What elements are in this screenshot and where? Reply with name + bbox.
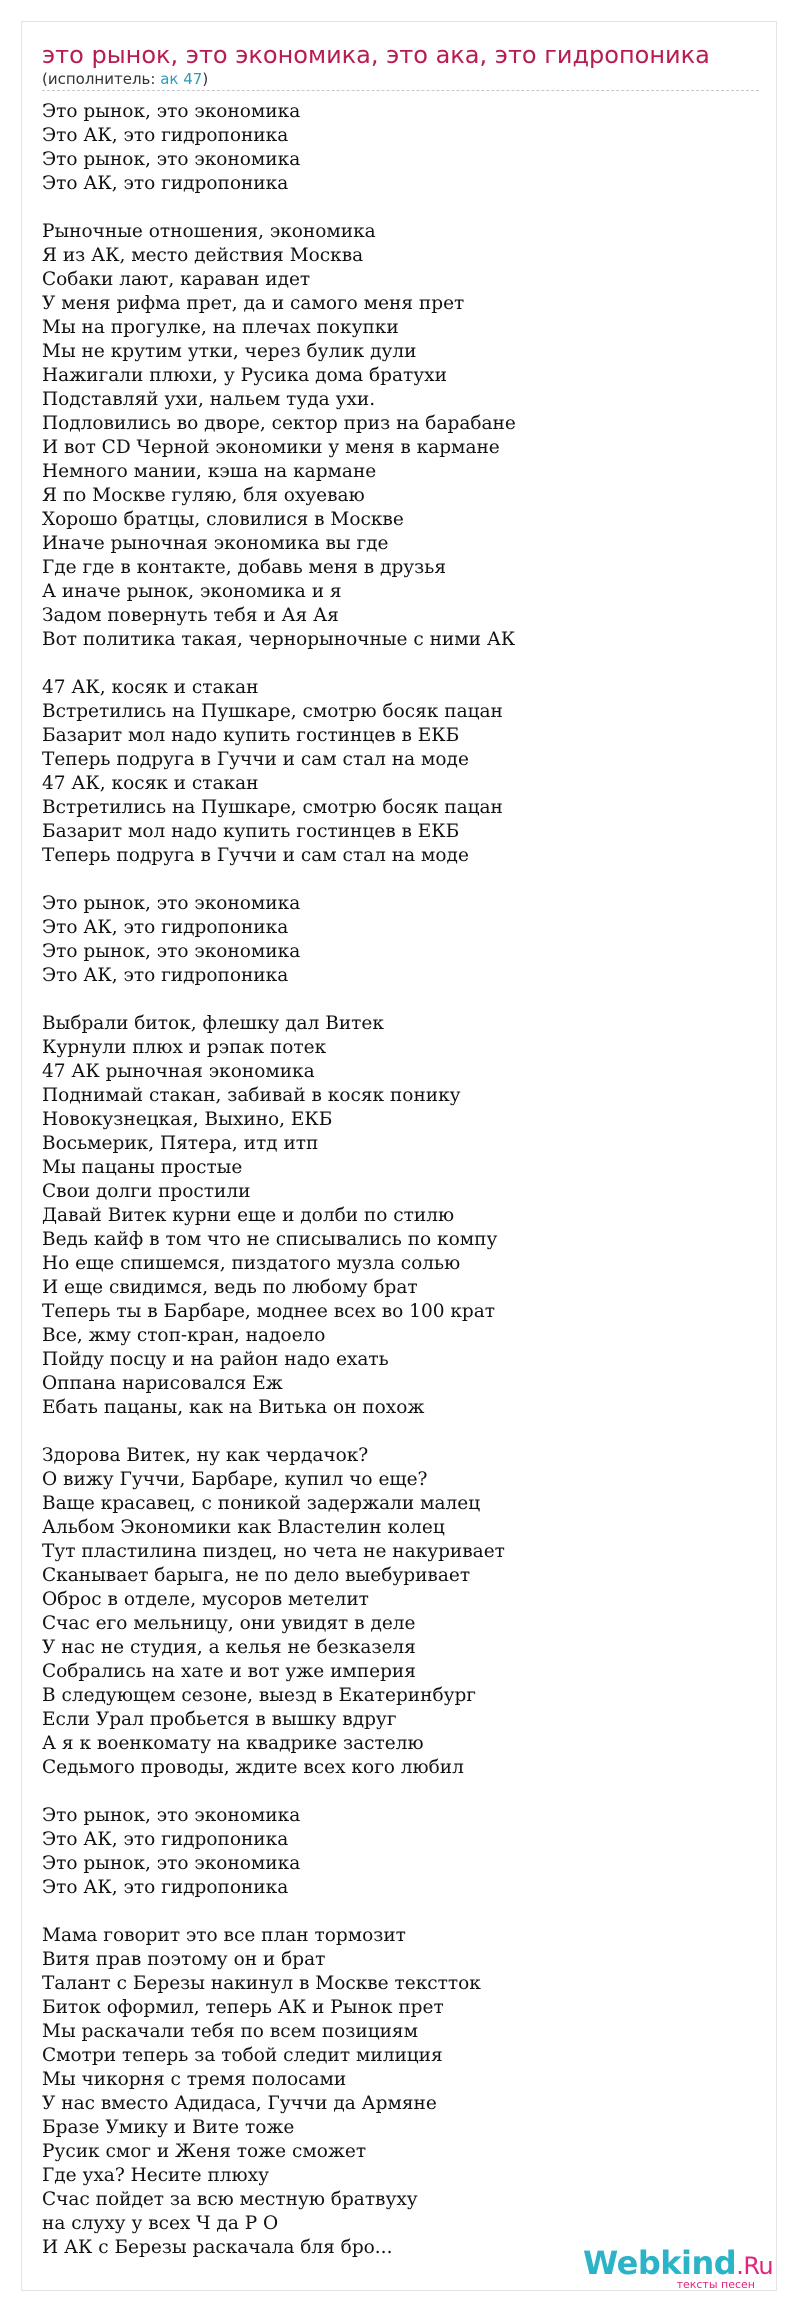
title-separator — [42, 90, 759, 91]
lyric-line: Если Урал пробьется в вышку вдруг — [42, 1709, 397, 1730]
logo-tagline: тексты песен — [676, 2278, 755, 2291]
lyric-line: на слуху у всех Ч да Р О — [42, 2213, 279, 2234]
lyric-line: Оброс в отделе, мусоров метелит — [42, 1589, 369, 1610]
artist-link[interactable]: ак 47 — [160, 70, 203, 88]
lyric-line: 47 АК рыночная экономика — [42, 1061, 315, 1082]
artist-suffix: ) — [202, 70, 209, 88]
lyric-line: Где где в контакте, добавь меня в друзья — [42, 557, 447, 578]
lyric-line: И АК с Березы раскачала бля бро... — [42, 2237, 393, 2258]
lyric-line: Я из АК, место действия Москва — [42, 245, 364, 266]
lyric-line: А я к военкомату на квадрике застелю — [42, 1733, 424, 1754]
lyric-line: Нажигали плюхи, у Русика дома братухи — [42, 365, 447, 386]
webkind-logo[interactable] — [583, 2245, 773, 2295]
lyric-line: Это рынок, это экономика — [42, 941, 301, 962]
lyric-line: Тут пластилина пиздец, но чета не накуривает — [42, 1541, 505, 1562]
lyric-line: Биток оформил, теперь АК и Рынок прет — [42, 1997, 444, 2018]
lyric-line: Мы на прогулке, на плечах покупки — [42, 317, 399, 338]
lyric-line: Витя прав поэтому он и брат — [42, 1949, 326, 1970]
lyric-line: Это АК, это гидропоника — [42, 1829, 289, 1850]
lyric-line: Сканывает барыга, не по дело выебуривает — [42, 1565, 471, 1586]
lyric-line: Хорошо братцы, словилися в Москве — [42, 509, 404, 530]
lyric-line: Давай Витек курни еще и долби по стилю — [42, 1205, 455, 1226]
lyric-line: Собаки лают, караван идет — [42, 269, 311, 290]
lyric-line: Мама говорит это все план тормозит — [42, 1925, 406, 1946]
lyric-line: Русик смог и Женя тоже сможет — [42, 2141, 367, 2162]
lyric-line: Мы пацаны простые — [42, 1157, 243, 1178]
lyric-line: 47 АК, косяк и стакан — [42, 773, 259, 794]
lyric-line: Бразе Умику и Вите тоже — [42, 2117, 295, 2138]
lyric-line: Талант с Березы накинул в Москве текстток — [42, 1973, 481, 1994]
lyric-line: Ваще красавец, с поникой задержали малец — [42, 1493, 481, 1514]
lyric-line: Немного мании, кэша на кармане — [42, 461, 377, 482]
lyric-line: Это АК, это гидропоника — [42, 917, 289, 938]
lyric-line: У нас вместо Адидаса, Гуччи да Армяне — [42, 2093, 437, 2114]
lyric-line: Выбрали биток, флешку дал Витек — [42, 1013, 384, 1034]
lyric-line: Мы не крутим утки, через булик дули — [42, 341, 417, 362]
lyric-line: Альбом Экономики как Властелин колец — [42, 1517, 445, 1538]
lyric-line: Это рынок, это экономика — [42, 1853, 301, 1874]
lyric-line: Встретились на Пушкаре, смотрю босяк пацан — [42, 701, 503, 722]
lyric-line: Это АК, это гидропоника — [42, 173, 289, 194]
artist-line — [42, 69, 208, 89]
lyric-line: Счас пойдет за всю местную братвуху — [42, 2189, 418, 2210]
lyric-line: О вижу Гуччи, Барбаре, купил чо еще? — [42, 1469, 428, 1490]
lyric-line: Базарит мол надо купить гостинцев в ЕКБ — [42, 821, 460, 842]
lyric-line: Это рынок, это экономика — [42, 1805, 301, 1826]
lyric-line: Смотри теперь за тобой следит милиция — [42, 2045, 443, 2066]
lyric-line: А иначе рынок, экономика и я — [42, 581, 342, 602]
lyric-line: Собрались на хате и вот уже империя — [42, 1661, 416, 1682]
lyric-line: Новокузнецкая, Выхино, ЕКБ — [42, 1109, 333, 1130]
lyric-line: Ведь кайф в том что не списывались по компу — [42, 1229, 498, 1250]
lyric-line: Оппана нарисовался Еж — [42, 1373, 283, 1394]
lyrics-stanza — [42, 220, 758, 652]
lyric-line: Курнули плюх и рэпак потек — [42, 1037, 327, 1058]
lyrics-stanza — [42, 1012, 758, 1420]
lyric-line: Это рынок, это экономика — [42, 893, 301, 914]
lyrics-stanza — [42, 1804, 758, 1900]
lyric-line: Счас его мельницу, они увидят в деле — [42, 1613, 416, 1634]
lyric-line: Подловились во дворе, сектор приз на барабане — [42, 413, 516, 434]
lyrics-stanza — [42, 100, 758, 196]
lyric-line: Это АК, это гидропоника — [42, 965, 289, 986]
lyric-line: Восьмерик, Пятера, итд итп — [42, 1133, 319, 1154]
lyrics-body — [42, 100, 758, 2260]
lyric-line: Поднимай стакан, забивай в косяк понику — [42, 1085, 461, 1106]
lyrics-stanza — [42, 892, 758, 988]
song-title: это рынок, это экономика, это ака, это гидропоника — [42, 41, 710, 69]
lyric-line: Мы чикорня с тремя полосами — [42, 2069, 347, 2090]
lyrics-stanza — [42, 676, 758, 868]
lyric-line: Теперь подруга в Гуччи и сам стал на моде — [42, 749, 469, 770]
logo-tld: .Ru — [736, 2252, 774, 2280]
lyric-line: Все, жму стоп-кран, надоело — [42, 1325, 326, 1346]
lyric-line: 47 АК, косяк и стакан — [42, 677, 259, 698]
lyrics-stanza — [42, 1924, 758, 2260]
lyric-line: Мы раскачали тебя по всем позициям — [42, 2021, 418, 2042]
lyric-line: Это рынок, это экономика — [42, 101, 301, 122]
lyrics-stanza — [42, 1444, 758, 1780]
lyric-line: Иначе рыночная экономика вы где — [42, 533, 389, 554]
lyric-line: Свои долги простили — [42, 1181, 251, 1202]
lyric-line: Рыночные отношения, экономика — [42, 221, 376, 242]
lyric-line: Но еще спишемся, пиздатого музла солью — [42, 1253, 461, 1274]
lyric-line: Пойду посцу и на район надо ехать — [42, 1349, 389, 1370]
lyric-line: В следующем сезоне, выезд в Екатеринбург — [42, 1685, 477, 1706]
lyric-line: Ебать пацаны, как на Витька он похож — [42, 1397, 425, 1418]
lyric-line: Базарит мол надо купить гостинцев в ЕКБ — [42, 725, 460, 746]
lyric-line: У меня рифма прет, да и самого меня прет — [42, 293, 465, 314]
lyric-line: Теперь подруга в Гуччи и сам стал на моде — [42, 845, 469, 866]
lyric-line: Встретились на Пушкаре, смотрю босяк пацан — [42, 797, 503, 818]
lyric-line: Теперь ты в Барбаре, моднее всех во 100 крат — [42, 1301, 496, 1322]
lyric-line: Задом повернуть тебя и Ая Ая — [42, 605, 339, 626]
lyric-line: У нас не студия, а келья не безказеля — [42, 1637, 416, 1658]
lyric-line: Подставляй ухи, нальем туда ухи. — [42, 389, 376, 410]
lyric-line: И еще свидимся, ведь по любому брат — [42, 1277, 418, 1298]
lyric-line: Вот политика такая, чернорыночные с ними АК — [42, 629, 516, 650]
lyric-line: Где уха? Несите плюху — [42, 2165, 269, 2186]
artist-prefix: (исполнитель: — [42, 70, 161, 88]
lyric-line: И вот CD Черной экономики у меня в кармане — [42, 437, 500, 458]
lyric-line: Это рынок, это экономика — [42, 149, 301, 170]
lyric-line: Это АК, это гидропоника — [42, 1877, 289, 1898]
logo-name: Webkind — [583, 2244, 737, 2282]
lyric-line: Здорова Витек, ну как чердачок? — [42, 1445, 369, 1466]
lyric-line: Седьмого проводы, ждите всех кого любил — [42, 1757, 464, 1778]
lyric-line: Это АК, это гидропоника — [42, 125, 289, 146]
lyric-line: Я по Москве гуляю, бля охуеваю — [42, 485, 365, 506]
